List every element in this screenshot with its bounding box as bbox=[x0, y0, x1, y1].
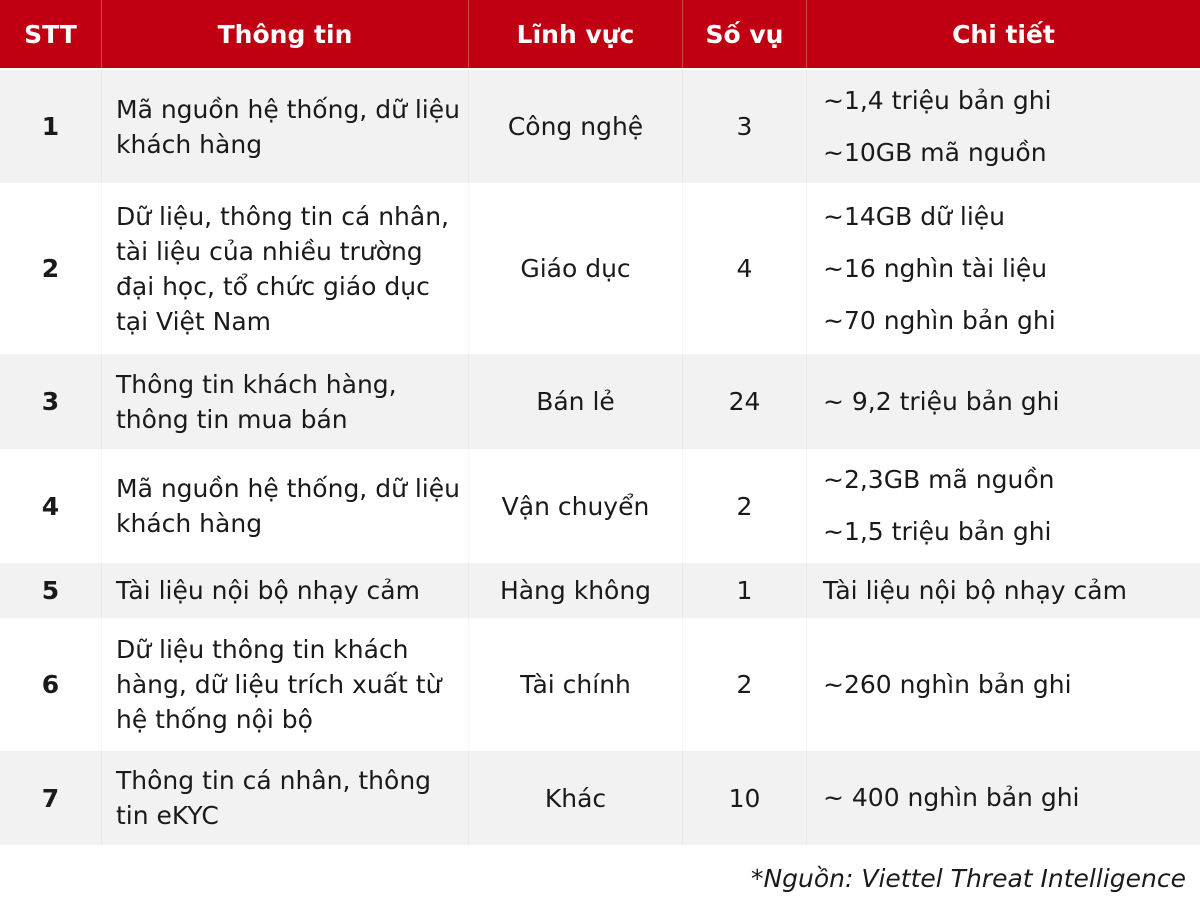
detail-line: ~14GB dữ liệu bbox=[823, 201, 1006, 231]
table-row bbox=[0, 449, 1200, 563]
table-row bbox=[0, 751, 1200, 845]
row-info: Thông tin cá nhân, thông tin eKYC bbox=[102, 751, 469, 845]
detail-line: ~1,5 triệu bản ghi bbox=[823, 517, 1052, 546]
detail-line: ~16 nghìn tài liệu bbox=[823, 253, 1048, 283]
detail-line: Tài liệu nội bộ nhạy cảm bbox=[823, 575, 1127, 605]
detail-line: ~10GB mã nguồn bbox=[823, 137, 1047, 167]
row-count: 24 bbox=[683, 354, 807, 449]
row-info: Mã nguồn hệ thống, dữ liệu khách hàng bbox=[102, 449, 469, 563]
table-header bbox=[0, 0, 1200, 68]
row-stt: 2 bbox=[0, 183, 102, 354]
table-row bbox=[0, 354, 1200, 449]
row-field: Khác bbox=[469, 751, 683, 845]
row-info: Mã nguồn hệ thống, dữ liệu khách hàng bbox=[102, 70, 469, 183]
detail-line: ~1,4 triệu bản ghi bbox=[823, 85, 1052, 115]
detail-line: ~ 9,2 triệu bản ghi bbox=[823, 386, 1060, 416]
table-row bbox=[0, 183, 1200, 354]
row-stt: 1 bbox=[0, 70, 102, 183]
header-field: Lĩnh vực bbox=[469, 0, 683, 68]
row-field: Tài chính bbox=[469, 618, 683, 751]
row-count: 2 bbox=[683, 449, 807, 563]
row-count: 10 bbox=[683, 751, 807, 845]
row-detail bbox=[807, 449, 1200, 563]
row-field: Hàng không bbox=[469, 563, 683, 618]
row-field: Công nghệ bbox=[469, 70, 683, 183]
row-detail bbox=[807, 751, 1200, 845]
header-detail: Chi tiết bbox=[952, 19, 1055, 49]
row-info: Dữ liệu thông tin khách hàng, dữ liệu trích xuất từ hệ thống nội bộ bbox=[102, 618, 469, 751]
row-field: Bán lẻ bbox=[469, 354, 683, 449]
row-stt: 6 bbox=[0, 618, 102, 751]
row-field: Vận chuyển bbox=[469, 449, 683, 563]
row-count: 2 bbox=[683, 618, 807, 751]
row-detail bbox=[807, 183, 1200, 354]
row-detail bbox=[807, 563, 1200, 618]
row-count: 4 bbox=[683, 183, 807, 354]
row-field: Giáo dục bbox=[469, 183, 683, 354]
table-row bbox=[0, 563, 1200, 618]
row-count: 3 bbox=[683, 70, 807, 183]
row-stt: 5 bbox=[0, 563, 102, 618]
row-stt: 4 bbox=[0, 449, 102, 563]
row-count: 1 bbox=[683, 563, 807, 618]
detail-line: ~260 nghìn bản ghi bbox=[823, 669, 1072, 699]
row-detail bbox=[807, 70, 1200, 183]
header-info: Thông tin bbox=[102, 0, 469, 68]
row-stt: 7 bbox=[0, 751, 102, 845]
detail-line: ~70 nghìn bản ghi bbox=[823, 305, 1056, 335]
row-info: Tài liệu nội bộ nhạy cảm bbox=[102, 563, 469, 618]
header-stt: STT bbox=[0, 0, 102, 68]
table-row bbox=[0, 70, 1200, 183]
detail-line: ~ 400 nghìn bản ghi bbox=[823, 783, 1080, 812]
source-note: *Nguồn: Viettel Threat Intelligence bbox=[750, 864, 1186, 893]
row-detail bbox=[807, 354, 1200, 449]
row-detail bbox=[807, 618, 1200, 751]
table-row bbox=[0, 618, 1200, 751]
row-info: Dữ liệu, thông tin cá nhân, tài liệu của nhiều trường đại học, tổ chức giáo dục tại Việt Nam bbox=[102, 183, 469, 354]
row-info: Thông tin khách hàng, thông tin mua bán bbox=[102, 354, 469, 449]
detail-line: ~2,3GB mã nguồn bbox=[823, 465, 1055, 494]
row-stt: 3 bbox=[0, 354, 102, 449]
header-count: Số vụ bbox=[683, 0, 807, 68]
